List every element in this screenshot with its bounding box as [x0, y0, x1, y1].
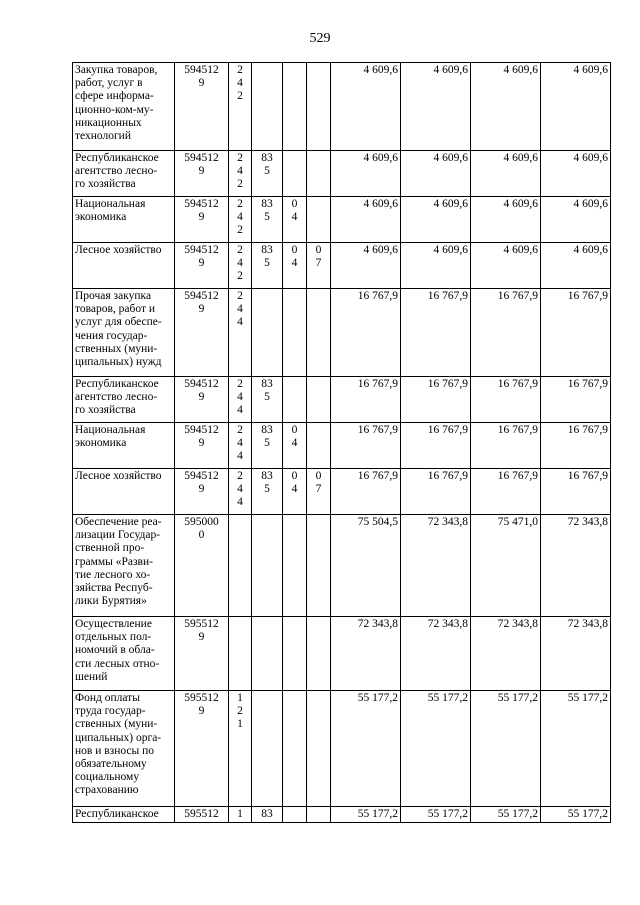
row-value-3-cell: 4 609,6	[471, 151, 541, 197]
row-code-cell: 594512 9	[175, 63, 229, 151]
row-value-1-cell: 55 177,2	[331, 691, 401, 807]
row-subsection-cell	[307, 807, 331, 823]
row-subsection-cell	[307, 197, 331, 243]
row-expense-type-cell: 2 4 2	[229, 151, 252, 197]
row-value-3-cell: 16 767,9	[471, 289, 541, 377]
row-value-4-cell: 16 767,9	[541, 469, 611, 515]
row-value-4-cell: 16 767,9	[541, 289, 611, 377]
row-subsection-cell	[307, 617, 331, 691]
table-row	[73, 423, 611, 469]
row-subsection-cell	[307, 289, 331, 377]
table-row	[73, 151, 611, 197]
row-expense-type-cell	[229, 515, 252, 617]
row-expense-type-cell: 2 4 4	[229, 423, 252, 469]
row-value-4-cell: 4 609,6	[541, 197, 611, 243]
row-expense-type-cell: 2 4 2	[229, 243, 252, 289]
row-name-cell: Республиканское агентство лесно- го хозяйства	[73, 151, 175, 197]
row-value-2-cell: 72 343,8	[401, 515, 471, 617]
row-value-4-cell: 4 609,6	[541, 243, 611, 289]
row-value-3-cell: 16 767,9	[471, 377, 541, 423]
row-expense-type-cell: 2 4 2	[229, 63, 252, 151]
row-value-3-cell: 75 471,0	[471, 515, 541, 617]
row-value-3-cell: 55 177,2	[471, 691, 541, 807]
table-row	[73, 197, 611, 243]
row-value-3-cell: 4 609,6	[471, 63, 541, 151]
row-name-cell: Лесное хозяйство	[73, 469, 175, 515]
row-value-1-cell: 55 177,2	[331, 807, 401, 823]
row-value-3-cell: 72 343,8	[471, 617, 541, 691]
row-value-3-cell: 55 177,2	[471, 807, 541, 823]
row-section-cell	[283, 151, 307, 197]
row-value-2-cell: 16 767,9	[401, 289, 471, 377]
row-value-1-cell: 4 609,6	[331, 151, 401, 197]
row-subsection-cell: 0 7	[307, 243, 331, 289]
row-grbs-cell: 83 5	[252, 243, 283, 289]
row-subsection-cell	[307, 151, 331, 197]
row-name-cell: Республиканское	[73, 807, 175, 823]
table-row	[73, 469, 611, 515]
row-section-cell	[283, 377, 307, 423]
row-value-2-cell: 4 609,6	[401, 197, 471, 243]
row-grbs-cell	[252, 63, 283, 151]
row-value-1-cell: 16 767,9	[331, 289, 401, 377]
row-value-1-cell: 16 767,9	[331, 469, 401, 515]
row-grbs-cell	[252, 515, 283, 617]
row-value-2-cell: 55 177,2	[401, 691, 471, 807]
table-row	[73, 377, 611, 423]
table-body	[73, 63, 611, 823]
row-subsection-cell	[307, 377, 331, 423]
row-value-4-cell: 4 609,6	[541, 63, 611, 151]
row-name-cell: Национальная экономика	[73, 197, 175, 243]
row-section-cell	[283, 617, 307, 691]
row-name-cell: Республиканское агентство лесно- го хозяйства	[73, 377, 175, 423]
table-row	[73, 617, 611, 691]
row-subsection-cell	[307, 63, 331, 151]
row-section-cell	[283, 515, 307, 617]
table-row	[73, 243, 611, 289]
row-grbs-cell: 83 5	[252, 469, 283, 515]
row-value-1-cell: 4 609,6	[331, 197, 401, 243]
row-section-cell: 0 4	[283, 469, 307, 515]
page-number: 529	[309, 31, 331, 46]
row-grbs-cell	[252, 289, 283, 377]
row-code-cell: 595512	[175, 807, 229, 823]
row-expense-type-cell: 2 4 4	[229, 289, 252, 377]
row-expense-type-cell: 2 4 4	[229, 469, 252, 515]
row-grbs-cell: 83 5	[252, 377, 283, 423]
row-value-2-cell: 16 767,9	[401, 377, 471, 423]
row-value-2-cell: 16 767,9	[401, 423, 471, 469]
row-code-cell: 595512 9	[175, 617, 229, 691]
row-section-cell	[283, 807, 307, 823]
row-subsection-cell: 0 7	[307, 469, 331, 515]
row-value-1-cell: 16 767,9	[331, 423, 401, 469]
row-value-4-cell: 16 767,9	[541, 423, 611, 469]
row-code-cell: 594512 9	[175, 469, 229, 515]
row-value-3-cell: 4 609,6	[471, 197, 541, 243]
row-name-cell: Лесное хозяйство	[73, 243, 175, 289]
row-value-2-cell: 72 343,8	[401, 617, 471, 691]
row-code-cell: 595512 9	[175, 691, 229, 807]
row-expense-type-cell: 1	[229, 807, 252, 823]
row-section-cell	[283, 691, 307, 807]
row-name-cell: Закупка товаров, работ, услуг в сфере информа- ционно-ком-му- никационных технологий	[73, 63, 175, 151]
row-value-2-cell: 4 609,6	[401, 63, 471, 151]
row-subsection-cell	[307, 691, 331, 807]
table-row	[73, 63, 611, 151]
row-grbs-cell: 83	[252, 807, 283, 823]
row-name-cell: Обеспечение реа- лизации Государ- ственной про- граммы «Разви- тие лесного хо- зяйства Респуб- лики Бурятия»	[73, 515, 175, 617]
row-code-cell: 594512 9	[175, 377, 229, 423]
row-section-cell: 0 4	[283, 423, 307, 469]
row-value-4-cell: 16 767,9	[541, 377, 611, 423]
row-value-4-cell: 55 177,2	[541, 807, 611, 823]
row-value-1-cell: 4 609,6	[331, 243, 401, 289]
row-value-2-cell: 4 609,6	[401, 243, 471, 289]
row-section-cell: 0 4	[283, 197, 307, 243]
row-value-1-cell: 75 504,5	[331, 515, 401, 617]
row-expense-type-cell: 2 4 4	[229, 377, 252, 423]
row-grbs-cell: 83 5	[252, 423, 283, 469]
row-value-4-cell: 55 177,2	[541, 691, 611, 807]
table-row	[73, 691, 611, 807]
row-value-1-cell: 72 343,8	[331, 617, 401, 691]
row-value-3-cell: 16 767,9	[471, 423, 541, 469]
row-code-cell: 594512 9	[175, 243, 229, 289]
row-value-2-cell: 55 177,2	[401, 807, 471, 823]
row-subsection-cell	[307, 515, 331, 617]
row-name-cell: Прочая закупка товаров, работ и услуг для обеспе- чения государ- ственных (муни- ципальных) нужд	[73, 289, 175, 377]
row-name-cell: Осуществление отдельных пол- номочий в обла- сти лесных отно- шений	[73, 617, 175, 691]
row-subsection-cell	[307, 423, 331, 469]
row-expense-type-cell: 1 2 1	[229, 691, 252, 807]
row-section-cell: 0 4	[283, 243, 307, 289]
budget-table	[72, 62, 611, 823]
row-value-3-cell: 4 609,6	[471, 243, 541, 289]
row-name-cell: Фонд оплаты труда государ- ственных (муни- ципальных) орга- нов и взносы по обязательному социальному страхованию	[73, 691, 175, 807]
row-value-2-cell: 4 609,6	[401, 151, 471, 197]
row-code-cell: 594512 9	[175, 197, 229, 243]
row-value-1-cell: 16 767,9	[331, 377, 401, 423]
row-section-cell	[283, 63, 307, 151]
row-grbs-cell	[252, 691, 283, 807]
row-name-cell: Национальная экономика	[73, 423, 175, 469]
row-expense-type-cell: 2 4 2	[229, 197, 252, 243]
row-value-4-cell: 4 609,6	[541, 151, 611, 197]
row-value-1-cell: 4 609,6	[331, 63, 401, 151]
table-row	[73, 807, 611, 823]
row-value-4-cell: 72 343,8	[541, 515, 611, 617]
row-value-4-cell: 72 343,8	[541, 617, 611, 691]
table-row	[73, 515, 611, 617]
row-code-cell: 594512 9	[175, 289, 229, 377]
row-code-cell: 595000 0	[175, 515, 229, 617]
row-value-3-cell: 16 767,9	[471, 469, 541, 515]
row-code-cell: 594512 9	[175, 423, 229, 469]
table-row	[73, 289, 611, 377]
row-grbs-cell: 83 5	[252, 197, 283, 243]
row-section-cell	[283, 289, 307, 377]
row-grbs-cell	[252, 617, 283, 691]
row-value-2-cell: 16 767,9	[401, 469, 471, 515]
row-expense-type-cell	[229, 617, 252, 691]
row-grbs-cell: 83 5	[252, 151, 283, 197]
row-code-cell: 594512 9	[175, 151, 229, 197]
